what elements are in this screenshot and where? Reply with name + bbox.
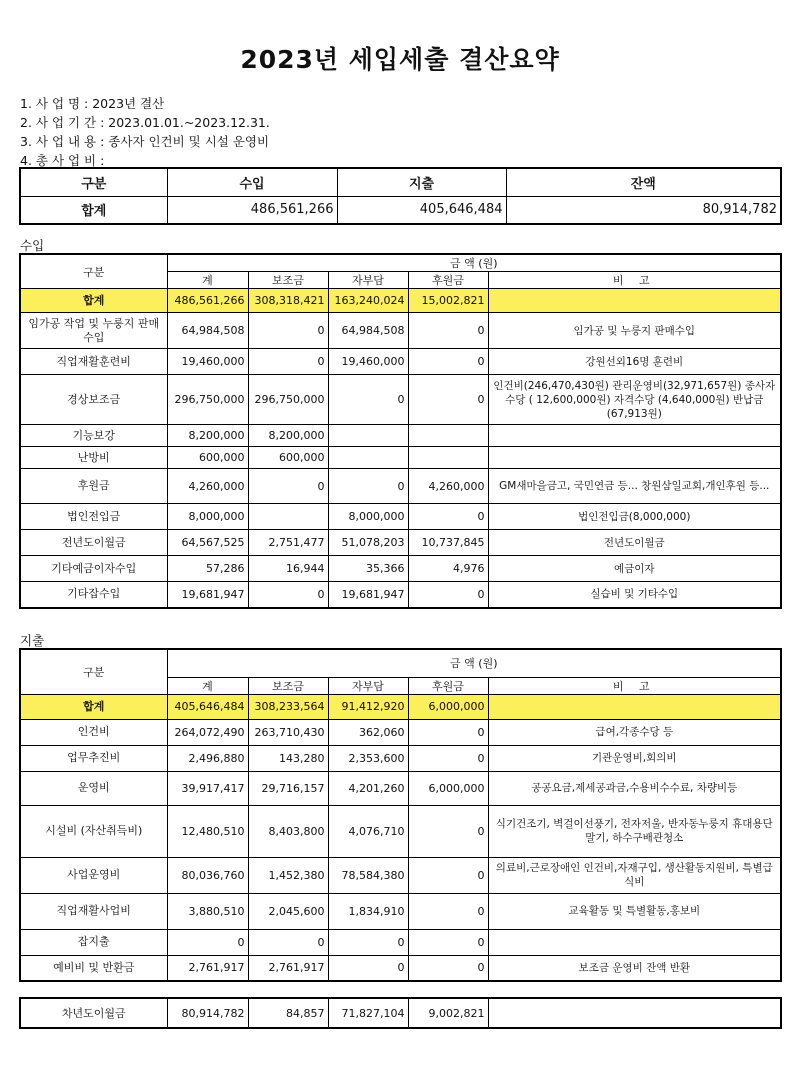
row-category: 합계 (20, 694, 167, 719)
row-subsidy: 2,751,477 (248, 530, 328, 556)
info-line-budget: 4. 총 사 업 비 : (20, 153, 105, 168)
row-donation: 0 (408, 719, 488, 745)
summary-balance-value: 80,914,782 (506, 196, 781, 224)
income-subheader-donation: 후원금 (408, 272, 488, 289)
row-total: 3,880,510 (167, 893, 248, 929)
row-remarks (488, 425, 781, 447)
row-self: 51,078,203 (328, 530, 408, 556)
row-donation: 0 (408, 313, 488, 349)
row-subsidy: 308,318,421 (248, 289, 328, 313)
table-row (20, 447, 781, 469)
summary-header-income: 수입 (167, 168, 337, 196)
row-subsidy: 0 (248, 469, 328, 504)
row-donation: 0 (408, 929, 488, 955)
row-category: 법인전입금 (20, 504, 167, 530)
row-category: 기타잡수입 (20, 582, 167, 608)
row-subsidy: 8,403,800 (248, 805, 328, 857)
row-donation: 15,002,821 (408, 289, 488, 313)
table-row (20, 375, 781, 425)
table-row (20, 504, 781, 530)
row-self: 91,412,920 (328, 694, 408, 719)
row-subsidy: 1,452,380 (248, 857, 328, 893)
row-total: 8,200,000 (167, 425, 248, 447)
row-category: 합계 (20, 289, 167, 313)
table-row (20, 929, 781, 955)
row-donation: 6,000,000 (408, 771, 488, 805)
expense-header-category: 구분 (20, 649, 167, 694)
table-row (20, 805, 781, 857)
row-donation: 0 (408, 893, 488, 929)
row-remarks (488, 694, 781, 719)
row-donation: 0 (408, 857, 488, 893)
row-category: 사업운영비 (20, 857, 167, 893)
carryover-total: 80,914,782 (167, 998, 248, 1028)
row-category: 인건비 (20, 719, 167, 745)
expense-header-amount: 금 액 (원) (167, 649, 781, 677)
expense-subheader-total: 계 (167, 677, 248, 694)
summary-header-category: 구분 (20, 168, 167, 196)
row-category: 난방비 (20, 447, 167, 469)
row-category: 임가공 작업 및 누룽지 판매수입 (20, 313, 167, 349)
row-remarks: 공공요금,제세공과금,수용비수수료, 차량비등 (488, 771, 781, 805)
income-header-amount: 금 액 (원) (167, 254, 781, 272)
table-row (20, 582, 781, 608)
row-total: 2,761,917 (167, 955, 248, 981)
row-donation: 0 (408, 582, 488, 608)
info-line-name: 1. 사 업 명 : 2023년 결산 (20, 96, 165, 111)
row-category: 후원금 (20, 469, 167, 504)
row-donation: 0 (408, 504, 488, 530)
row-remarks: 전년도이월금 (488, 530, 781, 556)
summary-header-expense: 지출 (337, 168, 506, 196)
info-line-content: 3. 사 업 내 용 : 종사자 인건비 및 시설 운영비 (20, 134, 270, 149)
row-subsidy: 0 (248, 349, 328, 375)
table-row (20, 530, 781, 556)
table-row (20, 425, 781, 447)
row-self (328, 425, 408, 447)
row-category: 경상보조금 (20, 375, 167, 425)
row-self: 78,584,380 (328, 857, 408, 893)
row-remarks: 실습비 및 기타수입 (488, 582, 781, 608)
row-subsidy: 263,710,430 (248, 719, 328, 745)
row-remarks: 강원선외16명 훈련비 (488, 349, 781, 375)
carryover-donation: 9,002,821 (408, 998, 488, 1028)
table-row (20, 893, 781, 929)
row-total: 57,286 (167, 556, 248, 582)
row-subsidy: 308,233,564 (248, 694, 328, 719)
table-row (20, 857, 781, 893)
row-self: 35,366 (328, 556, 408, 582)
row-total: 4,260,000 (167, 469, 248, 504)
row-self: 19,460,000 (328, 349, 408, 375)
summary-income-value: 486,561,266 (167, 196, 337, 224)
expense-total-row (20, 694, 781, 719)
table-row (20, 313, 781, 349)
row-remarks: 법인전입금(8,000,000) (488, 504, 781, 530)
table-row (20, 556, 781, 582)
expense-subheader-subsidy: 보조금 (248, 677, 328, 694)
expense-subheader-remarks: 비 고 (488, 677, 781, 694)
row-self: 2,353,600 (328, 745, 408, 771)
project-info (20, 94, 270, 170)
income-subheader-remarks: 비 고 (488, 272, 781, 289)
table-row (20, 719, 781, 745)
row-donation: 4,976 (408, 556, 488, 582)
row-donation: 0 (408, 955, 488, 981)
row-self (328, 447, 408, 469)
row-donation: 0 (408, 375, 488, 425)
row-category: 잡지출 (20, 929, 167, 955)
row-subsidy: 600,000 (248, 447, 328, 469)
expense-table (19, 648, 782, 982)
row-donation: 6,000,000 (408, 694, 488, 719)
summary-header-balance: 잔액 (506, 168, 781, 196)
row-category: 기타예금이자수입 (20, 556, 167, 582)
row-category: 전년도이월금 (20, 530, 167, 556)
row-total: 64,567,525 (167, 530, 248, 556)
row-total: 0 (167, 929, 248, 955)
row-remarks: 임가공 및 누룽지 판매수입 (488, 313, 781, 349)
row-remarks: 급여,각종수당 등 (488, 719, 781, 745)
row-remarks (488, 289, 781, 313)
carryover-self: 71,827,104 (328, 998, 408, 1028)
row-subsidy: 16,944 (248, 556, 328, 582)
info-line-period: 2. 사 업 기 간 : 2023.01.01.~2023.12.31. (20, 115, 270, 130)
row-category: 운영비 (20, 771, 167, 805)
row-subsidy: 29,716,157 (248, 771, 328, 805)
income-table (19, 253, 782, 609)
row-donation: 0 (408, 745, 488, 771)
row-subsidy: 0 (248, 313, 328, 349)
row-remarks (488, 447, 781, 469)
row-total: 405,646,484 (167, 694, 248, 719)
row-remarks: 교육활동 및 특별활동,홍보비 (488, 893, 781, 929)
row-donation: 0 (408, 349, 488, 375)
row-total: 8,000,000 (167, 504, 248, 530)
row-subsidy: 0 (248, 582, 328, 608)
row-self: 4,201,260 (328, 771, 408, 805)
row-remarks: 식기건조기, 벽걸이선풍기, 전자저울, 반자동누룽지 휴대용단말기, 하수구배관청소 (488, 805, 781, 857)
row-self: 1,834,910 (328, 893, 408, 929)
row-self: 0 (328, 955, 408, 981)
summary-total-label: 합계 (20, 196, 167, 224)
row-donation: 10,737,845 (408, 530, 488, 556)
summary-expense-value: 405,646,484 (337, 196, 506, 224)
row-total: 12,480,510 (167, 805, 248, 857)
row-subsidy: 8,200,000 (248, 425, 328, 447)
row-remarks: 예금이자 (488, 556, 781, 582)
row-donation (408, 447, 488, 469)
row-self: 0 (328, 929, 408, 955)
carryover-subsidy: 84,857 (248, 998, 328, 1028)
row-remarks: GM새마을금고, 국민연금 등... 창원삼일교회,개인후원 등... (488, 469, 781, 504)
carryover-remarks (488, 998, 781, 1028)
row-total: 19,681,947 (167, 582, 248, 608)
income-subheader-self: 자부담 (328, 272, 408, 289)
table-row (20, 349, 781, 375)
row-total: 600,000 (167, 447, 248, 469)
row-total: 19,460,000 (167, 349, 248, 375)
row-remarks: 보조금 운영비 잔액 반환 (488, 955, 781, 981)
row-category: 업무추진비 (20, 745, 167, 771)
table-row (20, 469, 781, 504)
row-remarks: 기관운영비,회의비 (488, 745, 781, 771)
row-category: 기능보강 (20, 425, 167, 447)
table-row (20, 771, 781, 805)
row-category: 예비비 및 반환금 (20, 955, 167, 981)
income-header-category: 구분 (20, 254, 167, 289)
row-donation: 4,260,000 (408, 469, 488, 504)
row-remarks: 인건비(246,470,430원) 관리운영비(32,971,657원) 종사자수당 ( 12,600,000원) 자격수당 (4,640,000원) 반납금(67,913원) (488, 375, 781, 425)
row-subsidy: 0 (248, 929, 328, 955)
row-self: 64,984,508 (328, 313, 408, 349)
row-subsidy: 143,280 (248, 745, 328, 771)
summary-table (19, 167, 782, 225)
table-row (20, 745, 781, 771)
income-section-label: 수입 (20, 238, 45, 253)
row-subsidy: 2,761,917 (248, 955, 328, 981)
expense-section-label: 지출 (20, 633, 45, 648)
income-subheader-total: 계 (167, 272, 248, 289)
row-total: 486,561,266 (167, 289, 248, 313)
income-total-row (20, 289, 781, 313)
carryover-table (19, 997, 782, 1029)
income-subheader-subsidy: 보조금 (248, 272, 328, 289)
row-total: 39,917,417 (167, 771, 248, 805)
row-donation (408, 425, 488, 447)
row-donation: 0 (408, 805, 488, 857)
row-total: 264,072,490 (167, 719, 248, 745)
row-total: 80,036,760 (167, 857, 248, 893)
row-self: 4,076,710 (328, 805, 408, 857)
row-total: 2,496,880 (167, 745, 248, 771)
expense-subheader-donation: 후원금 (408, 677, 488, 694)
row-self: 0 (328, 375, 408, 425)
row-total: 64,984,508 (167, 313, 248, 349)
row-subsidy: 296,750,000 (248, 375, 328, 425)
page-title: 2023년 세입세출 결산요약 (240, 45, 560, 74)
row-category: 직업재활훈련비 (20, 349, 167, 375)
row-remarks (488, 929, 781, 955)
row-self: 8,000,000 (328, 504, 408, 530)
row-self: 0 (328, 469, 408, 504)
row-category: 직업재활사업비 (20, 893, 167, 929)
row-self: 19,681,947 (328, 582, 408, 608)
table-row (20, 955, 781, 981)
row-category: 시설비 (자산취득비) (20, 805, 167, 857)
row-self: 362,060 (328, 719, 408, 745)
row-subsidy (248, 504, 328, 530)
row-total: 296,750,000 (167, 375, 248, 425)
row-remarks: 의료비,근로장애인 인건비,자재구입, 생산활동지원비, 특별급식비 (488, 857, 781, 893)
carryover-label: 차년도이월금 (20, 998, 167, 1028)
row-self: 163,240,024 (328, 289, 408, 313)
expense-subheader-self: 자부담 (328, 677, 408, 694)
row-subsidy: 2,045,600 (248, 893, 328, 929)
